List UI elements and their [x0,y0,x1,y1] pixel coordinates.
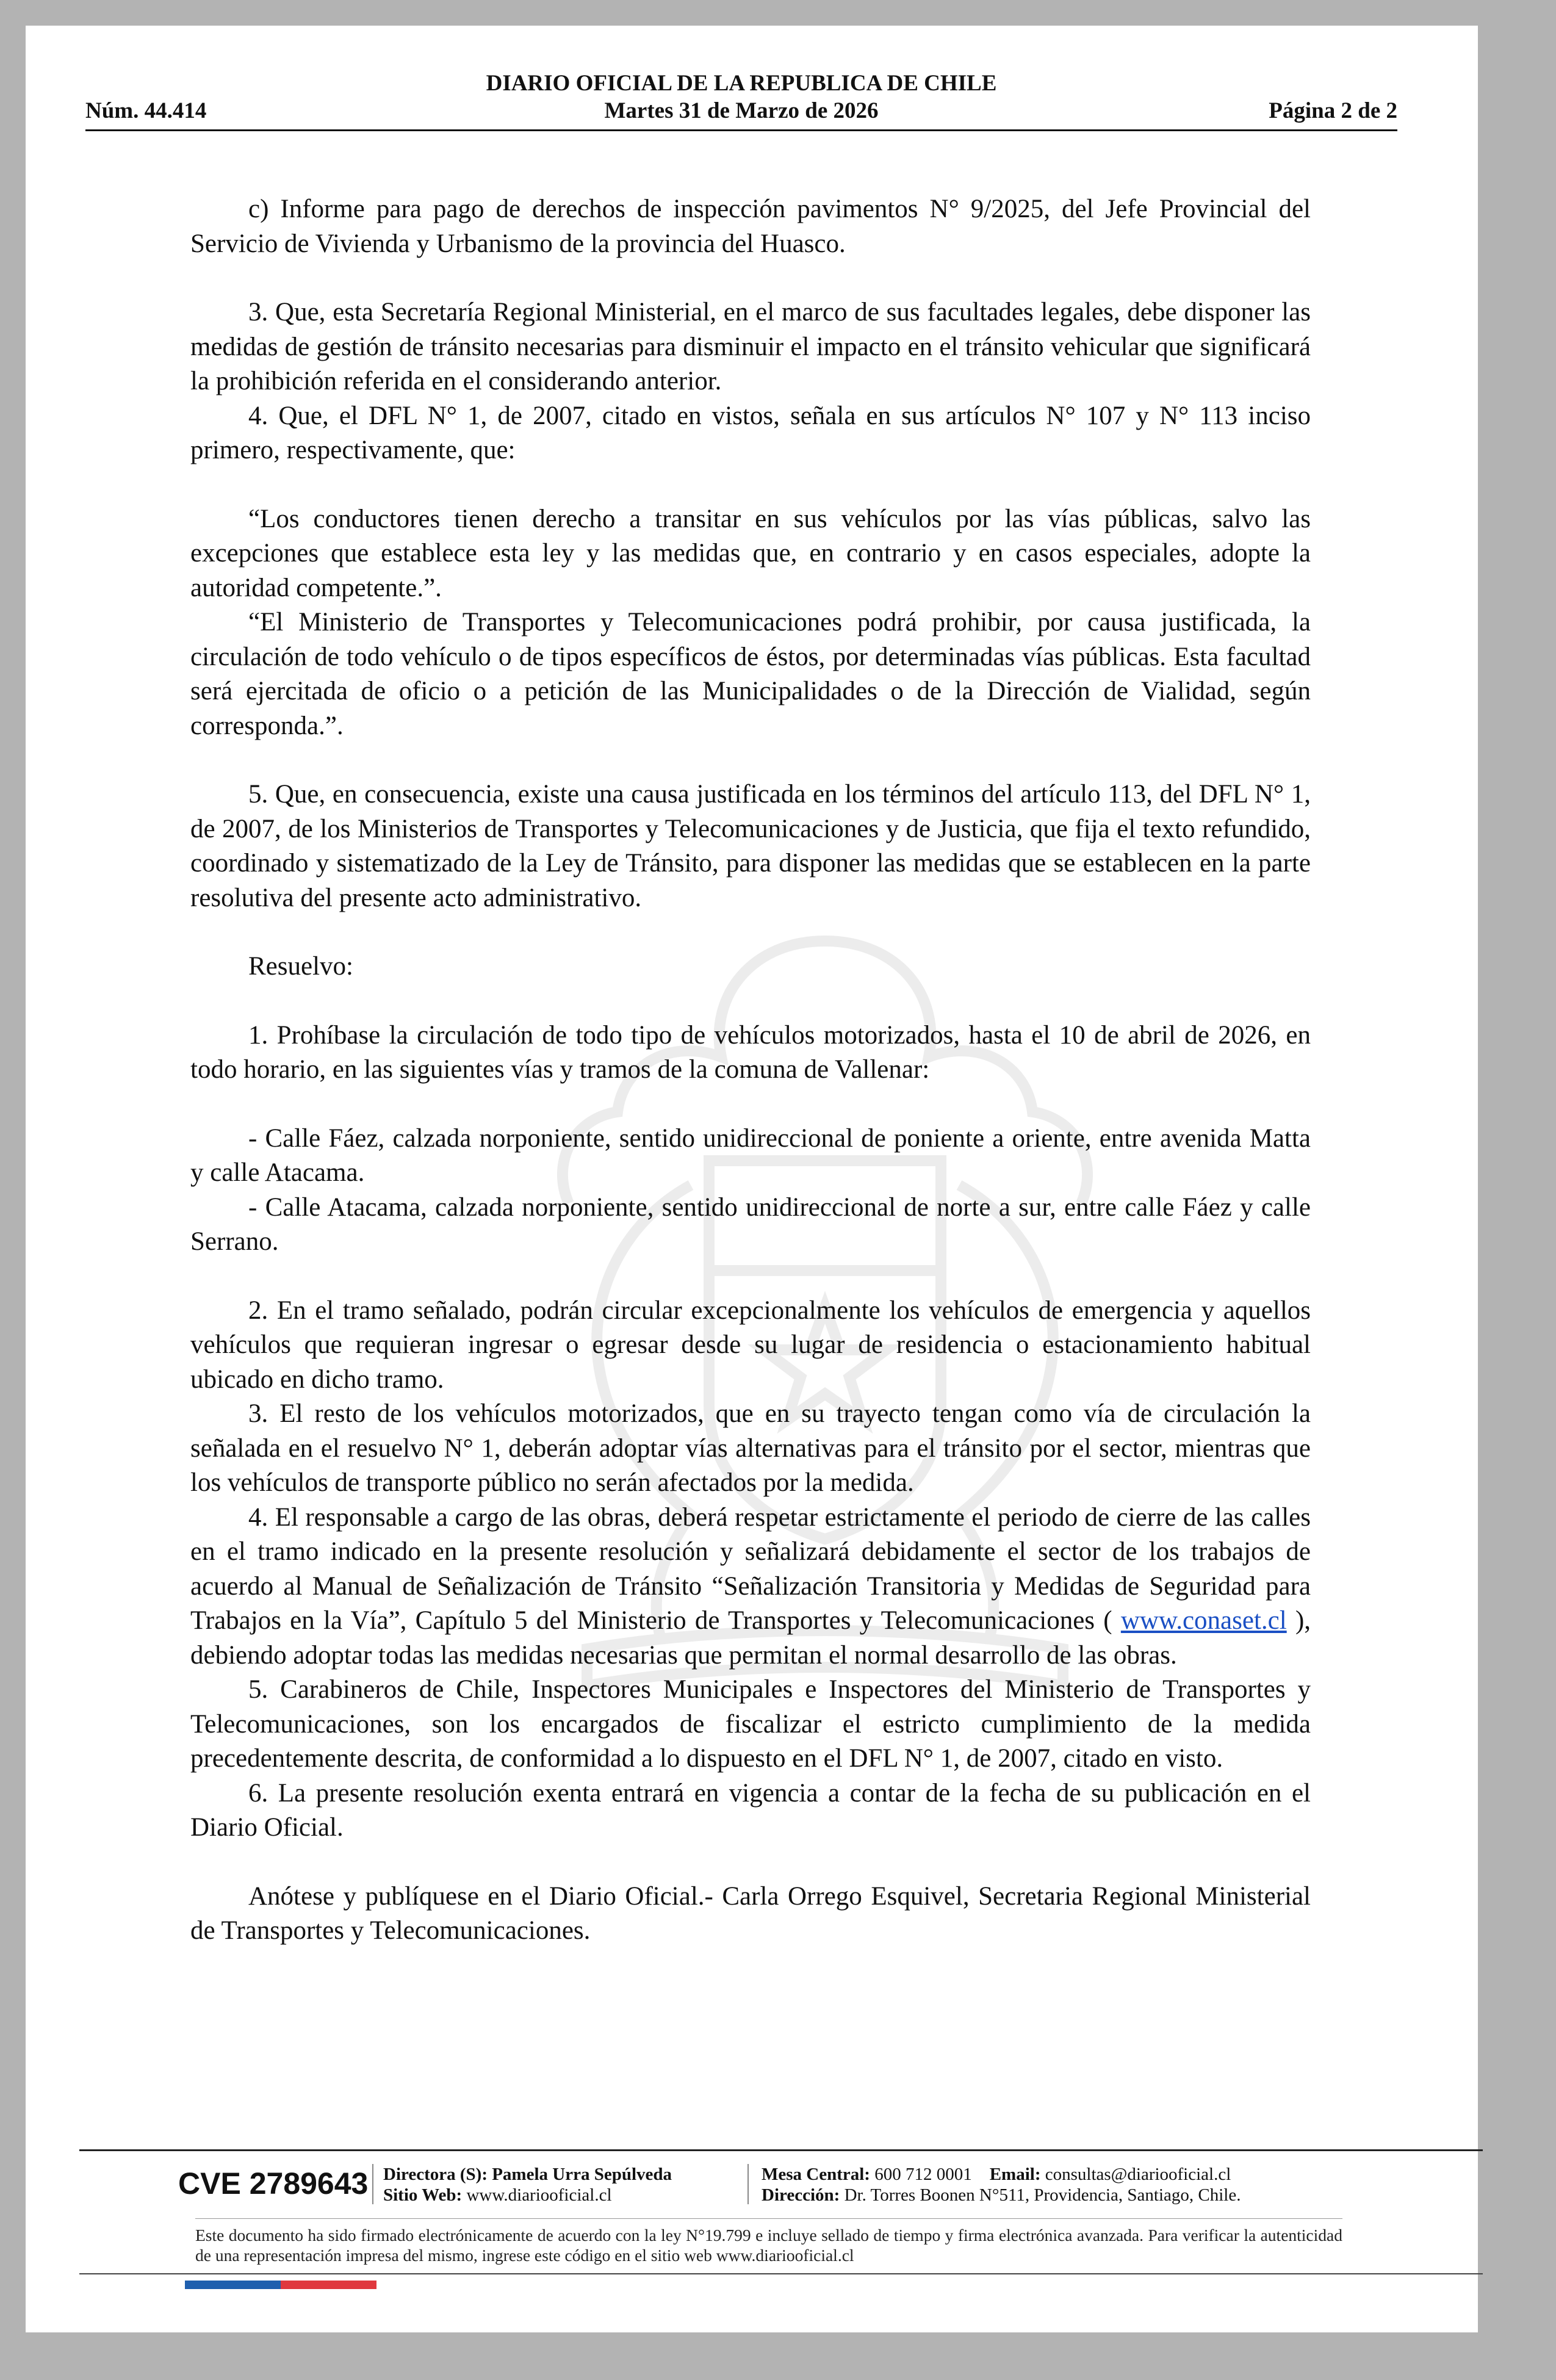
legal-notice: Este documento ha sido firmado electrónicamente de acuerdo con la ley N°19.799 e incluye sellado de tiempo y firma electrónica avanzada. Para verificar la autenticidad de una representación impresa del mismo, ingrese este código en el sitio web www.diariooficial.cl [195,2226,1342,2265]
flag-stripe-red [281,2281,376,2289]
director-name: Directora (S): Pamela Urra Sepúlveda [383,2165,672,2184]
list-item: - Calle Atacama, calzada norponiente, sentido unidireccional de norte a sur, entre calle Fáez y calle Serrano. [190,1192,1311,1256]
paragraph: 3. El resto de los vehículos motorizados, que en su trayecto tengan como vía de circulación la señalada en el resuelvo N° 1, deberán adoptar vías alternativas para el tránsito por el sector, mientras que los vehículos de transporte público no serán afectados por la medida. [190,1399,1311,1497]
paragraph-text: ), debiendo adoptar todas las medidas necesarias que permitan el normal desarrollo de las obras. [190,1606,1311,1670]
paragraph [190,1501,1311,1673]
paragraph: 3. Que, esta Secretaría Regional Ministerial, en el marco de sus facultades legales, debe disponer las medidas de gestión de tránsito necesarias para disminuir el impacto en el tránsito vehicular que significará la prohibición referida en el considerando anterior. [190,298,1311,395]
footer-separator [747,2164,749,2204]
quote-paragraph: “El Ministerio de Transportes y Telecomunicaciones podrá prohibir, por causa justificada, la circulación de todo vehículo o de tipos específicos de éstos, por determinadas vías públicas. Esta facultad será ejercitada de oficio o a petición de las Municipalidades o de la Dirección de Vialidad, según corresponda.”. [190,608,1311,740]
phone-label: Mesa Central: [762,2165,870,2184]
cve-code: CVE 2789643 [178,2166,369,2201]
issue-number: Núm. 44.414 [85,98,207,123]
page-number: Página 2 de 2 [1269,98,1397,123]
paragraph: 2. En el tramo señalado, podrán circular excepcionalmente los vehículos de emergencia y aquellos vehículos que requieran ingresar o egresar desde su lugar de residencia o estacionamiento habitual ubicado en dicho tramo. [190,1296,1311,1394]
footer-bottom-divider [79,2273,1483,2274]
paragraph: 1. Prohíbase la circulación de todo tipo de vehículos motorizados, hasta el 10 de abril de 2026, en todo horario, en las siguientes vías y tramos de la comuna de Vallenar: [190,1020,1311,1084]
resolution-heading: Resuelvo: [248,952,353,981]
flag-stripe-blue [185,2281,281,2289]
paragraph-text: 4. El responsable a cargo de las obras, deberá respetar estrictamente el periodo de cierre de las calles en el tramo indicado en la presente resolución y señalizará debidamente el sector de los trabajos de acuerdo al Manual de Señalización de Tránsito “Señalización Transitoria y Medidas de Seguridad para Trabajos en la Vía”, Capítulo 5 del Ministerio de Transportes y Telecomunicaciones ( [190,1502,1311,1635]
conaset-link[interactable]: www.conaset.cl [1120,1606,1287,1635]
paragraph: c) Informe para pago de derechos de inspección pavimentos N° 9/2025, del Jefe Provincial del Servicio de Vivienda y Urbanismo de la provincia del Huasco. [190,195,1311,258]
website-link[interactable]: www.diariooficial.cl [466,2185,612,2205]
paragraph: 5. Carabineros de Chile, Inspectores Municipales e Inspectores del Ministerio de Transportes y Telecomunicaciones, son los encargados de fiscalizar el estricto cumplimiento de la medida precedentemente descrita, de conformidad a lo dispuesto en el DFL N° 1, de 2007, citado en visto. [190,1675,1311,1773]
document-body [190,192,1311,1949]
issue-date: Martes 31 de Marzo de 2026 [604,98,879,123]
footer-separator [372,2164,373,2204]
footer-thin-divider [195,2218,1342,2219]
address: Dr. Torres Boonen N°511, Providencia, Santiago, Chile. [844,2185,1241,2205]
footer-divider [79,2149,1483,2151]
email-label: Email: [989,2165,1041,2184]
footer-contact-block [762,2164,1241,2205]
paragraph: 5. Que, en consecuencia, existe una causa justificada en los términos del artículo 113, del DFL N° 1, de 2007, de los Ministerios de Transportes y Telecomunicaciones y de Justicia, que fija el texto refundido, coordinado y sistematizado de la Ley de Tránsito, para disponer las medidas que se establecen en la parte resolutiva del presente acto administrativo. [190,780,1311,912]
document-header [85,70,1397,125]
footer-director-block [383,2164,672,2205]
address-label: Dirección: [762,2185,840,2205]
phone-number: 600 712 0001 [874,2165,972,2184]
signature-paragraph: Anótese y publíquese en el Diario Oficial.- Carla Orrego Esquivel, Secretaria Regional Ministerial de Transportes y Telecomunicaciones. [190,1881,1311,1945]
website-label: Sitio Web: [383,2185,463,2205]
paragraph: 4. Que, el DFL N° 1, de 2007, citado en vistos, señala en sus artículos N° 107 y N° 113 inciso primero, respectivamente, que: [190,401,1311,464]
paragraph: 6. La presente resolución exenta entrará en vigencia a contar de la fecha de su publicación en el Diario Oficial. [190,1778,1311,1842]
email-address[interactable]: consultas@diariooficial.cl [1045,2165,1231,2184]
list-item: - Calle Fáez, calzada norponiente, sentido unidireccional de poniente a oriente, entre avenida Matta y calle Atacama. [190,1123,1311,1187]
header-divider [85,129,1397,131]
newspaper-title: DIARIO OFICIAL DE LA REPUBLICA DE CHILE [486,71,997,96]
quote-paragraph: “Los conductores tienen derecho a transitar en sus vehículos por las vías públicas, salvo las excepciones que establece esta ley y las medidas que, en contrario y en casos especiales, adopte la autoridad competente.”. [190,504,1311,602]
